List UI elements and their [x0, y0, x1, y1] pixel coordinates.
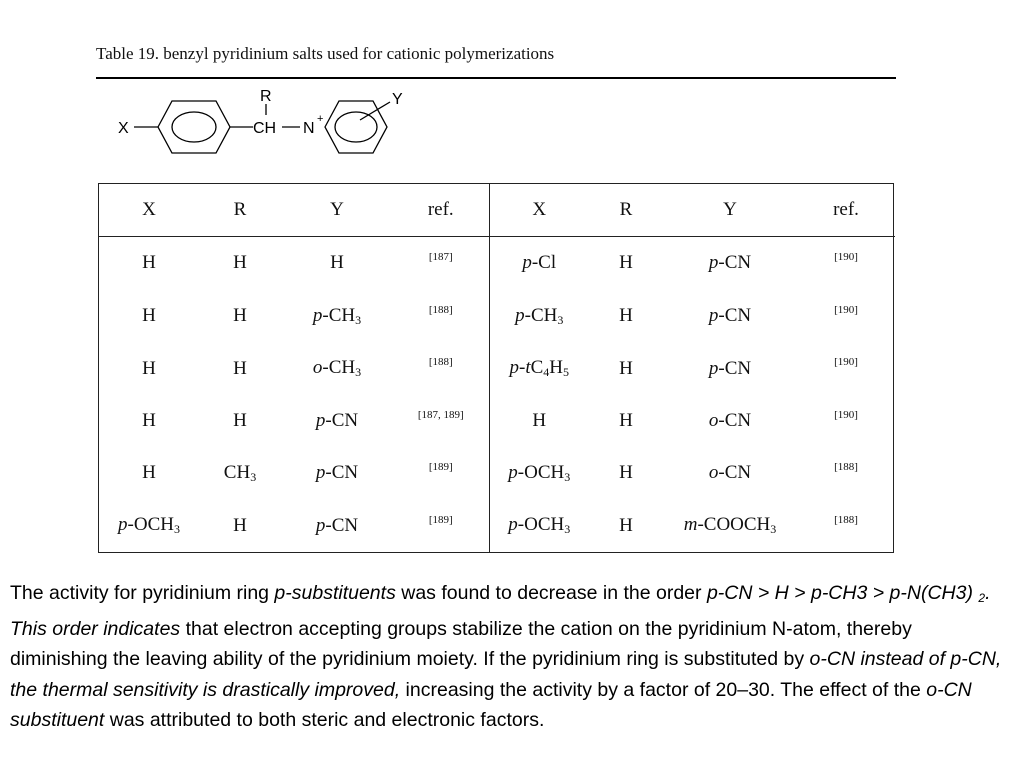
table-cell: [189]: [393, 500, 489, 552]
cell-text: H: [142, 409, 156, 431]
table-cell: [281, 500, 393, 552]
cell-text: p: [708, 357, 719, 379]
table-cell: [99, 342, 199, 394]
table-cell: [663, 237, 797, 290]
cell-text: -CH: [322, 304, 356, 326]
cell-text: H: [549, 357, 564, 379]
table-row: [99, 500, 895, 552]
cell-text: -CN: [325, 514, 359, 536]
table-cell: [589, 395, 663, 447]
struct-r-label: R: [260, 88, 272, 105]
table-cell: [663, 447, 797, 499]
cell-text: p: [312, 304, 323, 326]
cell-text: -CN: [325, 462, 359, 484]
cell-text: p: [315, 462, 326, 484]
cell-text: m: [683, 514, 698, 536]
table-cell: [189]: [393, 447, 489, 499]
table-cell: [99, 500, 199, 552]
para-italic: p-CN > H > p-CH3 > p-N(CH3): [706, 582, 979, 604]
table-cell: [188]: [834, 461, 858, 474]
table-cell: [187]: [393, 237, 489, 290]
table-cell: [489, 447, 589, 499]
cell-text: o: [708, 409, 719, 431]
table-cell: [489, 500, 589, 552]
table-caption: Table 19. benzyl pyridinium salts used for cationic polymerizations: [96, 44, 555, 63]
table-cell: [281, 237, 393, 290]
cell-text: p: [515, 304, 525, 326]
cell-text: p: [315, 514, 326, 536]
table-cell: [281, 395, 393, 447]
cell-subscript: 4: [543, 365, 550, 380]
col-header: ref.: [393, 184, 489, 237]
table-row: [99, 290, 895, 342]
table-cell: [190]: [834, 251, 858, 263]
table-cell: [188]: [834, 513, 858, 526]
cell-text: -COOCH: [697, 514, 771, 536]
col-header: R: [199, 184, 281, 237]
col-header: Y: [281, 184, 393, 237]
table-cell: [190]: [834, 356, 858, 369]
top-rule: [96, 77, 896, 79]
cell-text: -Cl: [531, 252, 557, 274]
cell-text: -OCH: [127, 514, 174, 536]
cell-text: p: [708, 252, 719, 274]
table-cell: [188]: [393, 290, 489, 342]
table-cell: [489, 290, 589, 342]
cell-text: -CN: [325, 409, 359, 431]
cell-text: H: [619, 252, 633, 274]
cell-text: H: [233, 514, 247, 536]
cell-text: p: [708, 305, 719, 327]
table-cell: [199, 290, 281, 342]
cell-text: H: [233, 252, 247, 274]
cell-text: -CN: [718, 462, 752, 484]
cell-text: -OCH: [517, 514, 565, 536]
benzyl-pyridinium-structure: [110, 84, 430, 164]
cell-subscript: 3: [564, 522, 571, 537]
col-header: X: [489, 184, 589, 237]
table-cell: [589, 447, 663, 499]
table-cell: [589, 290, 663, 342]
cell-text: p: [522, 252, 532, 274]
table-cell: [663, 500, 797, 552]
cell-text: CH: [223, 461, 251, 483]
table-header-row: [99, 184, 895, 237]
table-cell: [281, 342, 393, 394]
cell-text: -CN: [718, 409, 752, 431]
cell-text: H: [619, 514, 633, 536]
table-cell: [489, 342, 589, 394]
cell-text: o: [312, 357, 323, 379]
table-row: [99, 237, 895, 290]
para-italic: . This order indicates: [10, 582, 991, 640]
para-text: that electron accepting groups stabilize the cation on the pyridinium N-atom, thereby diminishing the leaving ability of the pyridinium moiety. If the pyridinium ring is substituted by: [10, 617, 912, 670]
cell-text: -OCH: [517, 461, 565, 483]
table-cell: [199, 342, 281, 394]
cell-text: H: [142, 462, 156, 484]
benzene-ring: [158, 101, 230, 153]
table-row: [99, 395, 895, 447]
salts-table: [98, 183, 894, 553]
cell-text: o: [708, 462, 719, 484]
cell-subscript: 3: [564, 469, 571, 484]
cell-subscript: 3: [355, 365, 362, 380]
para-text: The activity for pyridinium ring: [10, 582, 275, 604]
table-cell: [589, 237, 663, 290]
cell-text: H: [330, 252, 344, 274]
cell-text: p: [118, 514, 128, 536]
cell-text: -: [518, 357, 526, 379]
table-cell: [99, 395, 199, 447]
cell-text: H: [142, 305, 156, 327]
table-cell: [199, 237, 281, 290]
cell-subscript: 5: [563, 365, 570, 380]
table-cell: [589, 342, 663, 394]
cell-text: H: [142, 252, 156, 274]
para-text: was attributed to both steric and electronic factors.: [104, 709, 545, 731]
cell-text: H: [233, 305, 247, 327]
table-cell: [663, 342, 797, 394]
para-text: was found to decrease in the order: [395, 582, 707, 604]
table-cell: [199, 500, 281, 552]
body-paragraph: [10, 578, 1014, 736]
table-cell: [188]: [393, 342, 489, 394]
cell-text: H: [619, 357, 633, 379]
cell-text: H: [619, 305, 633, 327]
cell-subscript: 3: [770, 522, 777, 537]
table-cell: [190]: [834, 408, 858, 421]
col-header: ref.: [797, 184, 895, 237]
cell-subscript: 3: [557, 312, 564, 327]
table-cell: [190]: [834, 303, 858, 316]
table-cell: [663, 290, 797, 342]
cell-subscript: 3: [173, 522, 180, 537]
cell-text: p: [508, 461, 518, 483]
table-row: [99, 342, 895, 394]
cell-text: p: [315, 409, 326, 431]
cell-text: -CH: [322, 357, 356, 379]
para-italic: o-CN instead of p-CN, the thermal sensitivity is drastically improved,: [10, 648, 1002, 701]
struct-y-label: Y: [392, 91, 403, 108]
table-row: [99, 447, 895, 499]
cell-text: H: [233, 357, 247, 379]
para-italic: p-substituents: [274, 582, 396, 604]
struct-plus-label: +: [317, 113, 324, 125]
table-cell: [663, 395, 797, 447]
cell-text: t: [525, 357, 531, 379]
table-cell: [281, 290, 393, 342]
struct-ch-label: CH: [253, 120, 277, 137]
table-body: [99, 237, 895, 553]
cell-text: -CN: [718, 305, 752, 327]
table-cell: [99, 447, 199, 499]
table-cell: [99, 237, 199, 290]
struct-n-label: N: [303, 120, 315, 137]
cell-subscript: 3: [250, 469, 257, 484]
cell-text: H: [233, 409, 247, 431]
table-cell: [589, 500, 663, 552]
table-cell: [199, 447, 281, 499]
table-cell: [187, 189]: [393, 395, 489, 447]
para-text: increasing the activity by a factor of 20–30. The effect of the: [400, 678, 927, 701]
table-cell: [489, 395, 589, 447]
table-cell: [199, 395, 281, 447]
cell-text: -CN: [718, 252, 752, 274]
cell-subscript: 3: [355, 312, 362, 327]
cell-text: C: [530, 357, 544, 379]
cell-text: p: [508, 514, 518, 536]
table-cell: [489, 237, 589, 290]
col-header: X: [99, 184, 199, 237]
cell-text: -CN: [718, 357, 752, 379]
para-italic: o-CN substituent: [10, 678, 972, 731]
cell-text: H: [142, 357, 156, 379]
col-header: Y: [663, 184, 797, 237]
table-cell: [281, 447, 393, 499]
col-header: R: [589, 184, 663, 237]
cell-text: p: [509, 357, 519, 379]
table-cell: [99, 290, 199, 342]
cell-text: H: [619, 462, 633, 484]
cell-text: -CH: [524, 304, 558, 326]
cell-text: H: [532, 409, 547, 431]
para-subscript: 2: [978, 591, 986, 605]
struct-x-label: X: [118, 120, 129, 137]
cell-text: H: [619, 409, 633, 431]
